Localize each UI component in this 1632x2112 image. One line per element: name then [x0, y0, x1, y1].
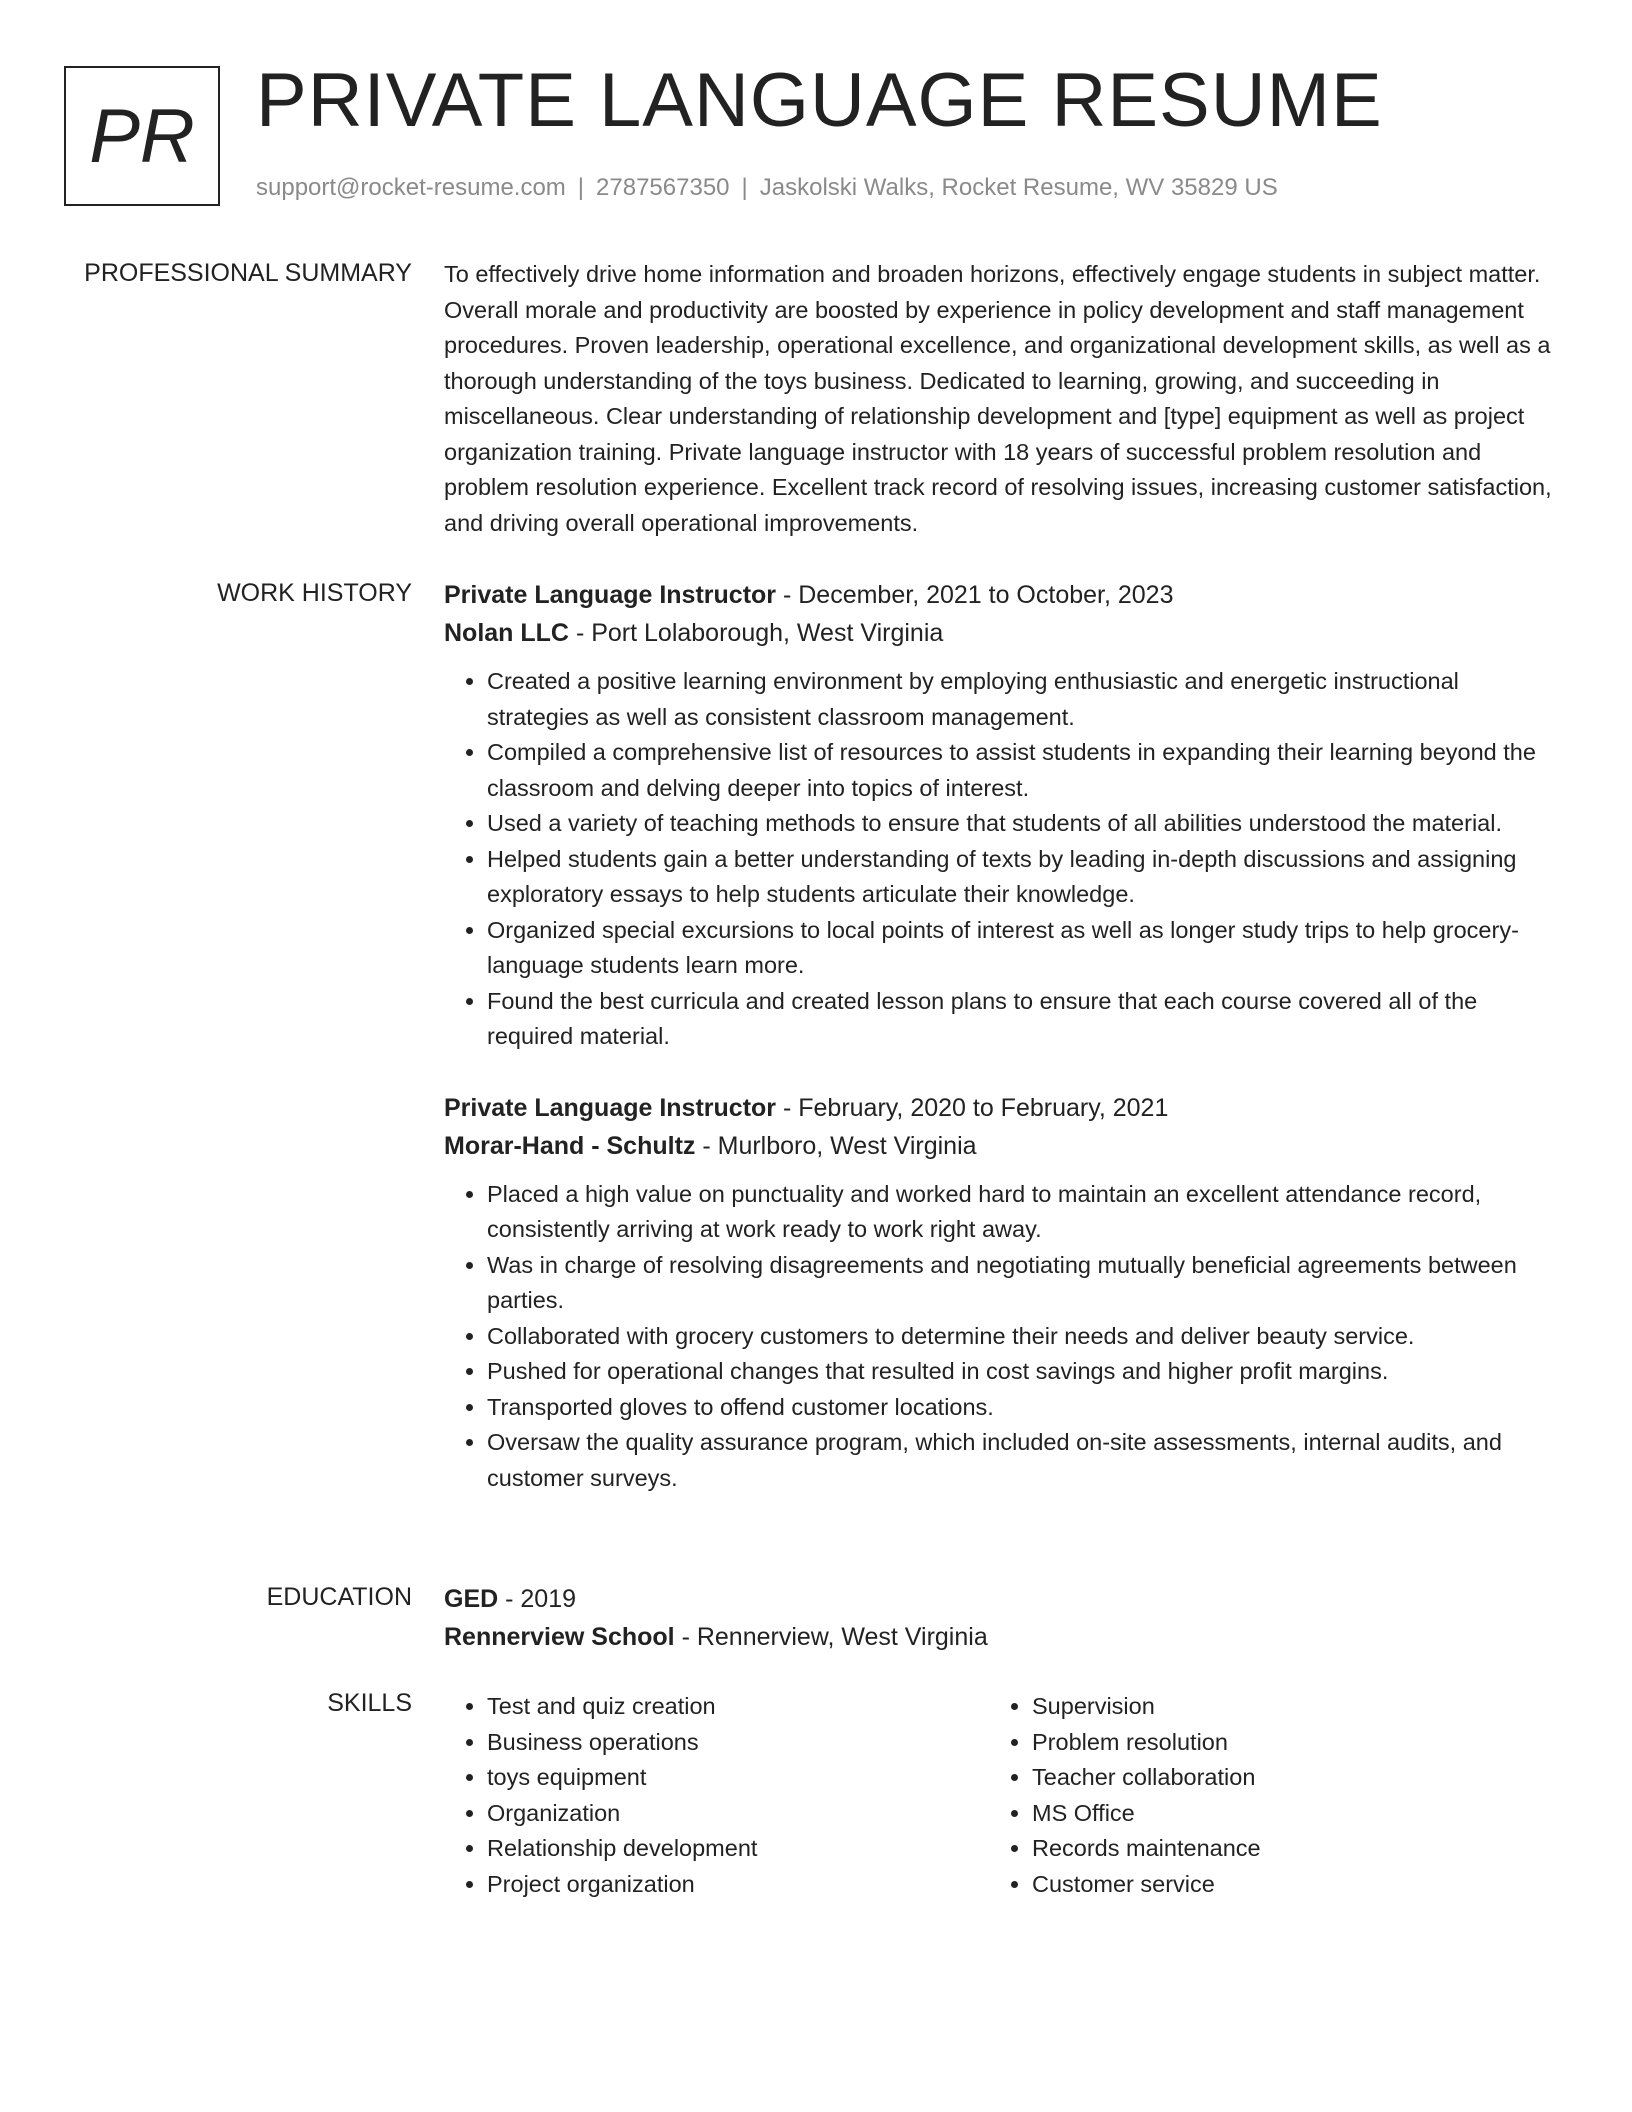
job-bullet: • Created a positive learning environment by employing enthusiastic and energetic instructional strategies as well as consistent classroom management.	[487, 664, 1552, 735]
education-school: Rennerview School	[444, 1623, 675, 1651]
education-year: - 2019	[498, 1585, 577, 1613]
contact-separator: |	[741, 174, 748, 201]
skill-item: • Business operations	[487, 1725, 989, 1761]
skill-item: • Teacher collaboration	[1032, 1760, 1534, 1796]
job-company-line	[444, 1127, 1552, 1165]
job-bullet: • Organized special excursions to local points of interest as well as longer study trips to help grocery-language students learn more.	[487, 913, 1552, 984]
skills-list-left	[444, 1689, 989, 1903]
summary-body	[444, 257, 1552, 541]
skills-body	[444, 1689, 1552, 1903]
contact-address: Jaskolski Walks, Rocket Resume, WV 35829 US	[759, 174, 1278, 201]
job-company: Nolan LLC	[444, 619, 569, 647]
job-title-line	[444, 576, 1552, 614]
skill-item: • Customer service	[1032, 1867, 1534, 1903]
job-dates: - December, 2021 to October, 2023	[776, 581, 1174, 609]
skill-item: • Records maintenance	[1032, 1831, 1534, 1867]
skill-item: • Test and quiz creation	[487, 1689, 989, 1725]
skill-item: • Relationship development	[487, 1831, 989, 1867]
skill-item: • Problem resolution	[1032, 1725, 1534, 1761]
contact-email: support@rocket-resume.com	[256, 174, 566, 201]
job-bullet: • Helped students gain a better understanding of texts by leading in-depth discussions and assigning exploratory essays to help students articulate their knowledge.	[487, 842, 1552, 913]
work-history-body	[444, 576, 1552, 1496]
job-company: Morar-Hand - Schultz	[444, 1131, 696, 1160]
skill-item: • Supervision	[1032, 1689, 1534, 1725]
job-bullet: • Found the best curricula and created lesson plans to ensure that each course covered all of the required material.	[487, 984, 1552, 1055]
skills-columns	[444, 1689, 1552, 1903]
job-entry	[444, 1089, 1552, 1497]
job-title: Private Language Instructor	[444, 1093, 777, 1122]
job-bullets	[444, 1177, 1552, 1497]
section-label-work-history: WORK HISTORY	[217, 579, 412, 607]
skill-item: • Organization	[487, 1796, 989, 1832]
job-dates: - February, 2020 to February, 2021	[776, 1093, 1169, 1122]
skills-column-right	[989, 1689, 1534, 1903]
job-title-line	[444, 1089, 1552, 1127]
contact-line	[256, 174, 1278, 202]
section-label-education: EDUCATION	[266, 1583, 412, 1611]
contact-phone: 2787567350	[596, 174, 730, 201]
section-label-skills: SKILLS	[327, 1689, 412, 1717]
education-degree: GED	[444, 1585, 499, 1613]
job-location: - Murlboro, West Virginia	[695, 1131, 977, 1160]
skill-item: • MS Office	[1032, 1796, 1534, 1832]
education-location: - Rennerview, West Virginia	[674, 1623, 988, 1651]
job-bullet: • Compiled a comprehensive list of resources to assist students in expanding their learning beyond the classroom and delving deeper into topics of interest.	[487, 735, 1552, 806]
job-entry	[444, 576, 1552, 1055]
job-bullet: • Oversaw the quality assurance program, which included on-site assessments, internal audits, and customer surveys.	[487, 1425, 1552, 1496]
resume-title: PRIVATE LANGUAGE RESUME	[256, 58, 1383, 143]
job-company-line	[444, 614, 1552, 652]
education-body	[444, 1580, 1552, 1656]
section-label-summary: PROFESSIONAL SUMMARY	[84, 259, 412, 287]
skills-column-left	[444, 1689, 989, 1903]
job-title: Private Language Instructor	[444, 581, 777, 609]
job-bullet: • Collaborated with grocery customers to determine their needs and deliver beauty service.	[487, 1319, 1552, 1355]
skill-item: • Project organization	[487, 1867, 989, 1903]
education-school-line	[444, 1618, 1552, 1656]
job-bullet: • Was in charge of resolving disagreements and negotiating mutually beneficial agreements between parties.	[487, 1248, 1552, 1319]
monogram-logo: PR	[64, 66, 220, 206]
job-bullet: • Placed a high value on punctuality and worked hard to maintain an excellent attendance record, consistently arriving at work ready to work right away.	[487, 1177, 1552, 1248]
job-bullet: • Used a variety of teaching methods to ensure that students of all abilities understood the material.	[487, 806, 1552, 842]
skills-list-right	[989, 1689, 1534, 1903]
contact-separator: |	[577, 174, 585, 201]
job-bullet: • Transported gloves to offend customer locations.	[487, 1390, 1552, 1426]
skill-item: • toys equipment	[487, 1760, 989, 1796]
job-bullets	[444, 664, 1552, 1055]
education-degree-line	[444, 1580, 1552, 1618]
job-bullet: • Pushed for operational changes that resulted in cost savings and higher profit margins.	[487, 1354, 1552, 1390]
summary-text: To effectively drive home information and broaden horizons, effectively engage students in subject matter. Overall morale and productivity are boosted by experience in policy development and staff management procedures. Proven leadership, operational excellence, and organizational development skills, as well as a thorough understanding of the toys business. Dedicated to learning, growing, and succeeding in miscellaneous. Clear understanding of relationship development and [type] equipment as well as project organization training. Private language instructor with 18 years of successful problem resolution and problem resolution experience. Excellent track record of resolving issues, increasing customer satisfaction, and driving overall operational improvements.	[444, 261, 1552, 536]
job-location: - Port Lolaborough, West Virginia	[569, 619, 944, 647]
